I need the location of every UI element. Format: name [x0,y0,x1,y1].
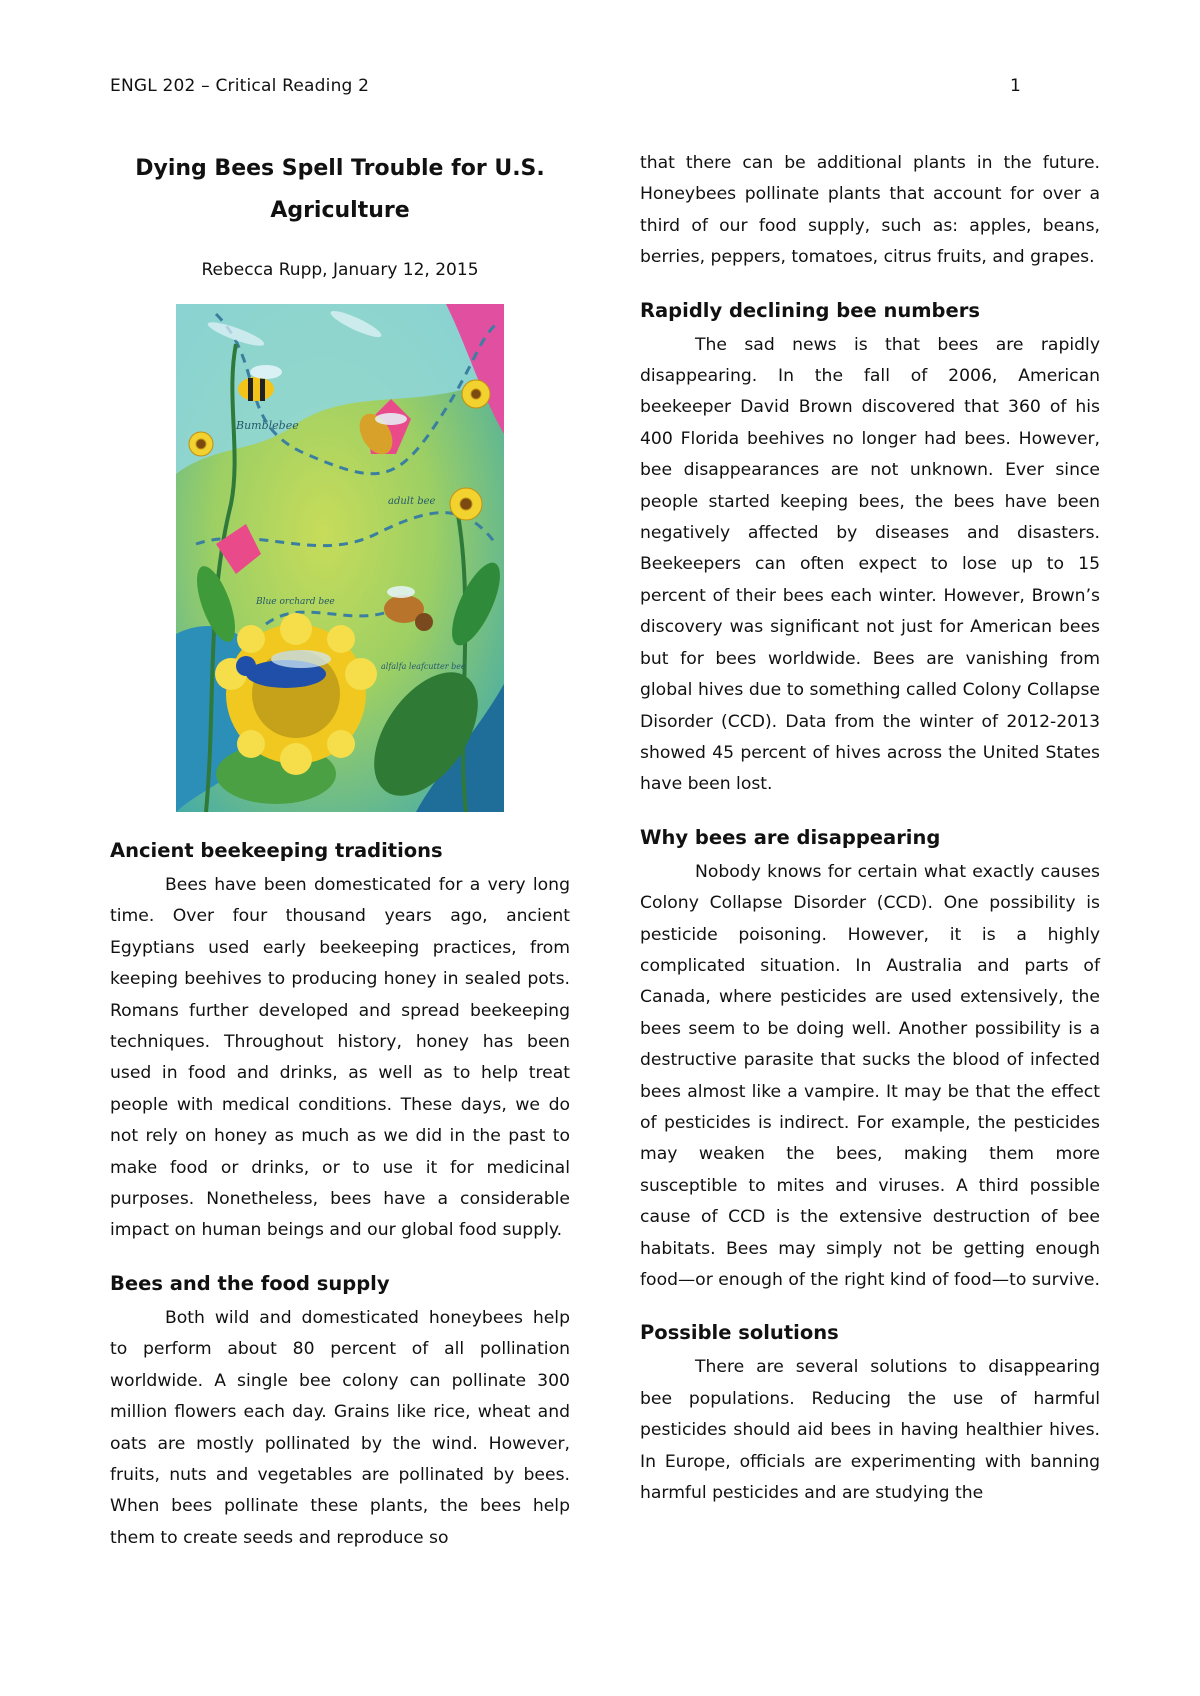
right-column [640,148,1100,1509]
heading-bees-food-supply: Bees and the food supply [110,1271,390,1295]
title-line-2: Agriculture [270,198,410,223]
paragraph-why-bees-disappearing: Nobody knows for certain what exactly causes Colony Collapse Disorder (CCD). One possibility is pesticide poisoning. However, it is a highly complicated situation. In Australia and parts of Canada, where pesticides are used extensively, the bees seem to be doing well. Another possibility is a destructive parasite that sucks the blood of infected bees almost like a vampire. It may be that the effect of pesticides is indirect. For example, the pesticides may weaken the bees, making them more susceptible to mites and viruses. A third possible cause of CCD is the extensive destruction of bee habitats. Bees may simply not be getting enough food—or enough of the right kind of food—to survive. [640,861,1100,1290]
heading-declining-bee-numbers: Rapidly declining bee numbers [640,298,980,322]
article-title [110,148,570,232]
illustration-label-bumblebee: Bumblebee [236,419,299,432]
paragraph-bees-food-supply: Both wild and domesticated honeybees help to perform about 80 percent of all pollination worldwide. A single bee colony can pollinate 300 million flowers each day. Grains like rice, wheat and oats are mostly pollinated by the wind. However, fruits, nuts and vegetables are pollinated by bees. When bees pollinate these plants, the bees help them to create seeds and reproduce so [110,1307,570,1548]
bee-illustration [176,304,504,812]
paragraph-food-supply-continued: that there can be additional plants in the future. Honeybees pollinate plants that account for over a third of our food supply, such as: apples, beans, berries, peppers, tomatoes, citrus fruits, and grapes. [640,153,1100,268]
title-line-1: Dying Bees Spell Trouble for U.S. [135,156,545,181]
byline: Rebecca Rupp, January 12, 2015 [201,260,479,280]
heading-why-bees-disappearing: Why bees are disappearing [640,825,941,849]
left-column [110,148,570,1554]
illustration-label-adult-bee: adult bee [388,496,436,507]
paragraph-ancient-beekeeping: Bees have been domesticated for a very long time. Over four thousand years ago, ancient Egyptians used early beekeeping practices, from keeping beehives to producing honey in sealed pots. Romans further developed and spread beekeeping techniques. Throughout history, honey has been used in food and drinks, as well as to help treat people with medical conditions. These days, we do not rely on honey as much as we did in the past to make food or drinks, or to use it for medicinal purposes. Nonetheless, bees have a considerable impact on human beings and our global food supply. [110,875,570,1241]
illustration-label-blue-orchard-bee: Blue orchard bee [256,597,335,607]
page-number: 1 [1010,76,1021,96]
heading-ancient-beekeeping: Ancient beekeeping traditions [110,839,443,862]
paragraph-possible-solutions: There are several solutions to disappearing bee populations. Reducing the use of harmful pesticides should aid bees in having healthier hives. In Europe, officials are experimenting with banning harmful pesticides and are studying the [640,1357,1100,1504]
illustration-label-alfalfa-bee: alfalfa leafcutter bee [381,662,466,671]
paragraph-declining-bee-numbers: The sad news is that bees are rapidly disappearing. In the fall of 2006, American beekeeper David Brown discovered that 360 of his 400 Florida beehives no longer had bees. However, bee disappearances are not unknown. Ever since people started keeping bees, the bees have been negatively affected by diseases and disasters. Beekeepers can often expect to lose up to 15 percent of their bees each winter. However, Brown’s discovery was significant not just for American bees but for bees worldwide. Bees are vanishing from global hives due to something called Colony Collapse Disorder (CCD). Data from the winter of 2012-2013 showed 45 percent of hives across the United States have been lost. [640,334,1100,795]
running-header: ENGL 202 – Critical Reading 2 [110,76,370,96]
heading-possible-solutions: Possible solutions [640,1321,839,1345]
